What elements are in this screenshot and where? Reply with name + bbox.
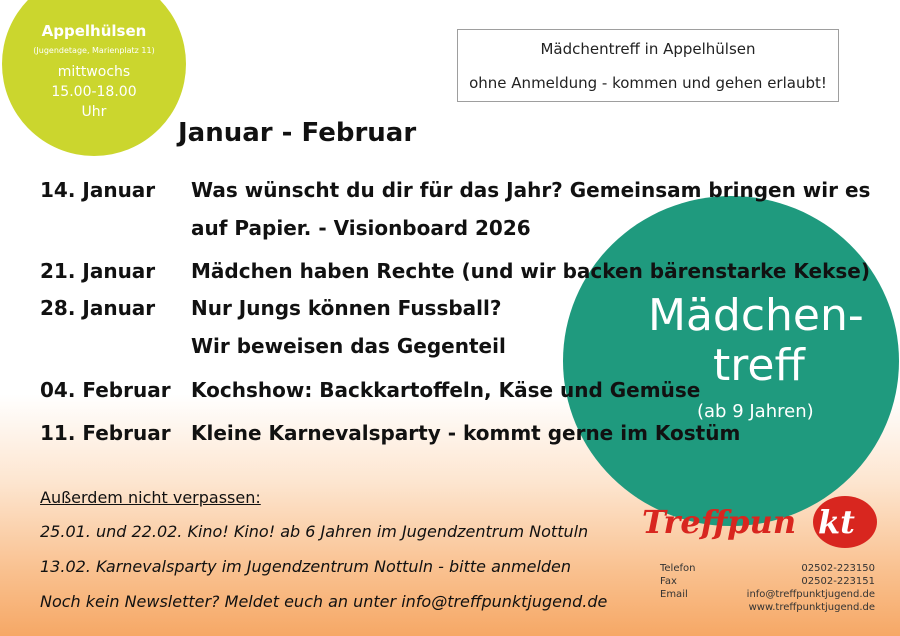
info-line-1: Mädchentreff in Appelhülsen (540, 40, 756, 58)
fax-number: 02502-223151 (801, 576, 875, 587)
badge-day: mittwochs (57, 64, 131, 80)
phone-label: Telefon (660, 563, 696, 574)
event-text: Was wünscht du dir für das Jahr? Gemeinsam bringen wir es (191, 178, 871, 202)
event-text: Kochshow: Backkartoffeln, Käse und Gemüse (191, 378, 701, 402)
treffpunkt-logo (640, 493, 880, 551)
badge-town: Appelhülsen (41, 22, 147, 40)
extras-item: 13.02. Karnevalsparty im Jugendzentrum Nottuln - bitte anmelden (40, 557, 572, 576)
circle-title-line-2: treff (713, 340, 805, 391)
event-text: Mädchen haben Rechte (und wir backen bärenstarke Kekse) (191, 259, 871, 283)
event-date: 21. Januar (40, 259, 156, 283)
period-title: Januar - Februar (178, 118, 417, 148)
event-date: 28. Januar (40, 296, 156, 320)
event-text: Kleine Karnevalsparty - kommt gerne im Kostüm (191, 421, 741, 445)
logo-text-part-2: kt (818, 503, 855, 541)
info-line-2: ohne Anmeldung - kommen und gehen erlaubt! (469, 74, 827, 92)
extras-item: Noch kein Newsletter? Meldet euch an unter info@treffpunktjugend.de (40, 592, 608, 611)
email-label: Email (660, 589, 688, 600)
circle-age: (ab 9 Jahren) (697, 401, 814, 422)
badge-unit: Uhr (81, 104, 107, 120)
event-text: auf Papier. - Visionboard 2026 (191, 216, 531, 240)
extras-heading: Außerdem nicht verpassen: (40, 488, 261, 507)
badge-time: 15.00-18.00 (51, 84, 137, 100)
circle-title-line-1: Mädchen- (648, 290, 864, 341)
event-date: 14. Januar (40, 178, 156, 202)
event-date: 04. Februar (40, 378, 171, 402)
event-text: Nur Jungs können Fussball? (191, 296, 502, 320)
logo-text-part-1: Treffpun (642, 503, 797, 541)
phone-number: 02502-223150 (801, 563, 875, 574)
event-date: 11. Februar (40, 421, 171, 445)
badge-location: (Jugendetage, Marienplatz 11) (33, 46, 155, 55)
email-address: info@treffpunktjugend.de (746, 589, 875, 600)
website-url: www.treffpunktjugend.de (748, 602, 875, 613)
fax-label: Fax (660, 576, 677, 587)
event-text: Wir beweisen das Gegenteil (191, 334, 506, 358)
extras-item: 25.01. und 22.02. Kino! Kino! ab 6 Jahren im Jugendzentrum Nottuln (40, 522, 589, 541)
